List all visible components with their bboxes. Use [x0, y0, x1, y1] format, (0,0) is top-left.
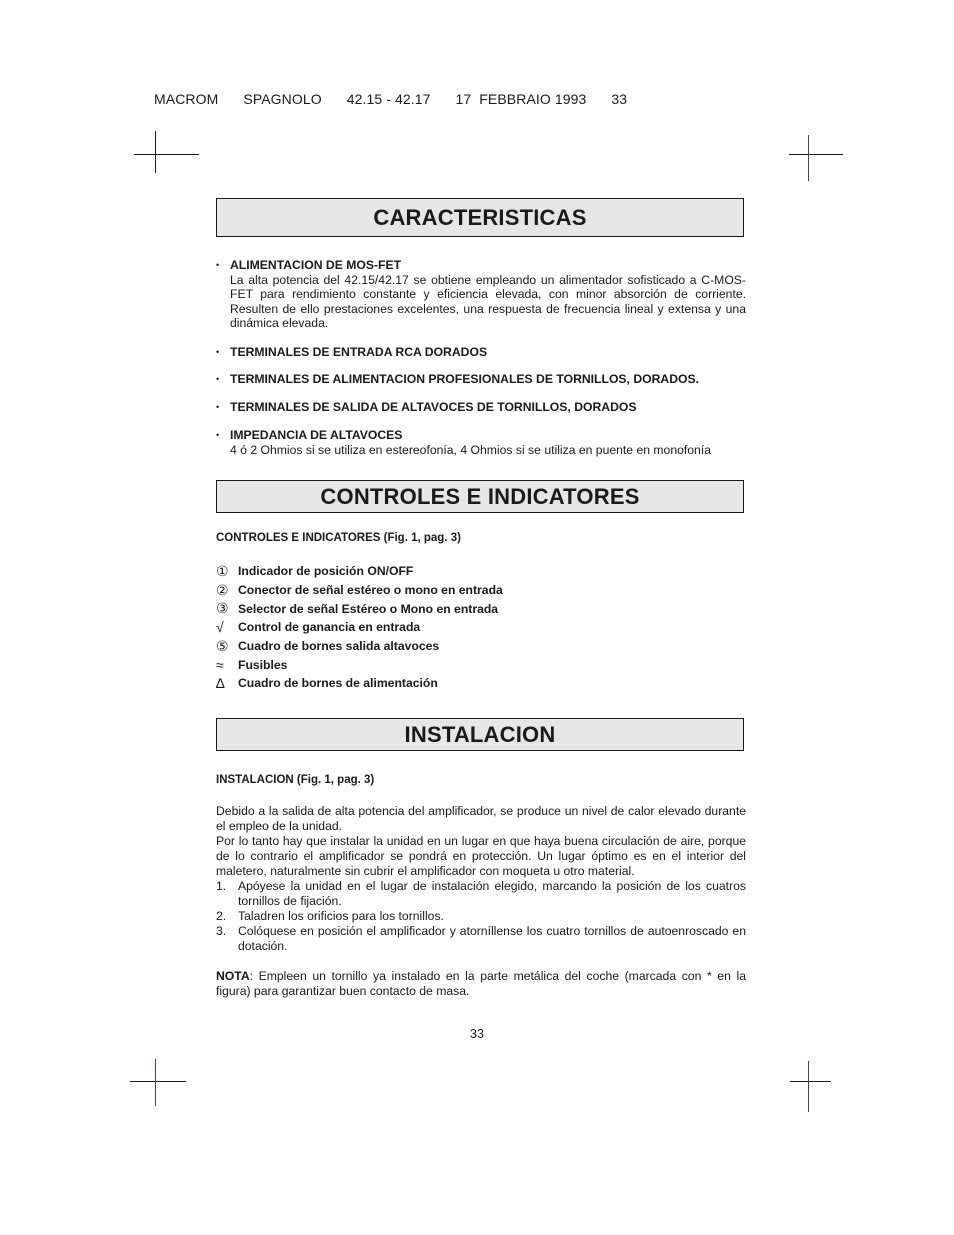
feature-heading: • IMPEDANCIA DE ALTAVOCES [230, 428, 403, 442]
feature-heading: • ALIMENTACION DE MOS-FET [230, 258, 402, 272]
control-number-icon: ② [216, 581, 229, 598]
control-item [216, 562, 503, 581]
control-number-icon: ⑤ [216, 637, 229, 654]
feature-item [216, 258, 746, 331]
step-item [216, 924, 746, 954]
feature-heading: • TERMINALES DE ENTRADA RCA DORADOS [230, 344, 488, 359]
feature-heading: • TERMINALES DE SALIDA DE ALTAVOCES DE TORNILLOS, DORADOS [230, 399, 637, 414]
control-number-icon: ≈ [216, 656, 224, 673]
feature-body: 4 ó 2 Ohmios si se utiliza en estereofonía, 4 Ohmios si se utiliza en puente en monofonía [230, 442, 712, 457]
section-title-text: INSTALACION [404, 721, 556, 747]
step-item [216, 879, 746, 909]
step-number: 3. [216, 923, 227, 938]
header-models: 42.15 - 42.17 [346, 91, 431, 107]
feature-heading: • TERMINALES DE ALIMENTACION PROFESIONALES DE TORNILLOS, DORADOS. [230, 372, 700, 386]
step-text: Taladren los orificios para los tornillos. [238, 908, 444, 923]
section-title-text: CARACTERISTICAS [373, 204, 587, 230]
paragraph: Debido a la salida de alta potencia del amplificador, se produce un nivel de calor elevado durante el empleo de la unidad. [216, 803, 746, 833]
control-item [216, 674, 503, 693]
crop-mark-bottom-left-h [130, 1081, 186, 1082]
crop-mark-bottom-right-h [790, 1081, 831, 1082]
header-brand: MACROM [154, 91, 219, 107]
header-date: 17 FEBBRAIO 1993 [455, 91, 587, 107]
controles-subhead [216, 531, 746, 546]
crop-mark-top-right-h [789, 154, 843, 155]
step-number: 1. [216, 878, 227, 893]
note-label: NOTA [216, 968, 250, 983]
note [216, 969, 746, 999]
control-label: Control de ganancia en entrada [238, 620, 421, 635]
header-page: 33 [611, 91, 628, 107]
crop-mark-top-left-v [155, 131, 156, 173]
control-item [216, 599, 503, 618]
crop-mark-top-left-h [134, 154, 199, 155]
running-header [154, 91, 627, 107]
feature-item [216, 372, 746, 387]
section-title-instalacion [216, 718, 744, 751]
section-title-controles [216, 480, 744, 513]
control-number-icon: ③ [216, 600, 229, 617]
controls-list [216, 562, 503, 693]
step-text: Apóyese la unidad en el lugar de instalación elegido, marcando la posición de los cuatros tornillos de fijación. [238, 878, 746, 908]
control-number-icon: ∆ [216, 675, 225, 692]
installation-steps [216, 879, 746, 954]
feature-item [216, 345, 746, 360]
feature-body: La alta potencia del 42.15/42.17 se obtiene empleando un alimentador sofisticado a C-MOS-FET para rendimiento constante y eficiencia elevada, con minor absorción de corriente. Resulten de ello prestaciones excelentes, una respuesta de frecuencia lineal y extensa y una dinámica elevada. [230, 272, 746, 330]
crop-mark-bottom-left-v [155, 1059, 156, 1106]
control-item [216, 618, 503, 637]
feature-item [216, 428, 746, 457]
control-label: Fusibles [238, 657, 288, 672]
control-item [216, 655, 503, 674]
page-number: 33 [470, 1027, 484, 1041]
control-label: Indicador de posición ON/OFF [238, 564, 414, 579]
control-item [216, 637, 503, 656]
control-label: Cuadro de bornes de alimentación [238, 676, 438, 691]
crop-mark-top-right-v [808, 135, 809, 181]
control-number-icon: √ [216, 619, 224, 636]
step-item [216, 909, 746, 924]
instalacion-body [216, 773, 746, 999]
control-number-icon: ① [216, 562, 229, 579]
control-label: Conector de señal estéreo o mono en entrada [238, 583, 503, 598]
caracteristicas-list [216, 258, 746, 457]
header-language: SPAGNOLO [243, 91, 322, 107]
control-label: Cuadro de bornes salida altavoces [238, 639, 440, 654]
note-text: : Empleen un tornillo ya instalado en la parte metálica del coche (marcada con * en la figura) para garantizar buen contacto de masa. [216, 968, 746, 998]
subhead-text: INSTALACION (Fig. 1, pag. 3) [216, 774, 375, 786]
paragraph: Por lo tanto hay que instalar la unidad en un lugar en que haya buena circulación de aire, porque de lo contrario el amplificador se pondrá en protección. Un lugar óptimo es en el interior del maletero, naturalmente sin cubrir el amplificador con moqueta u otro material. [216, 833, 746, 878]
feature-item [216, 400, 746, 415]
section-title-text: CONTROLES E INDICATORES [320, 483, 640, 509]
step-text: Colóquese en posición el amplificador y atorníllense los cuatro tornillos de autoenroscado en dotación. [238, 923, 746, 953]
control-label: Selector de señal Estéreo o Mono en entrada [238, 601, 499, 616]
step-number: 2. [216, 908, 227, 923]
section-title-caracteristicas [216, 198, 744, 237]
crop-mark-bottom-right-v [808, 1061, 809, 1112]
control-item [216, 581, 503, 600]
subhead-text: CONTROLES E INDICATORES (Fig. 1, pag. 3) [216, 532, 461, 544]
